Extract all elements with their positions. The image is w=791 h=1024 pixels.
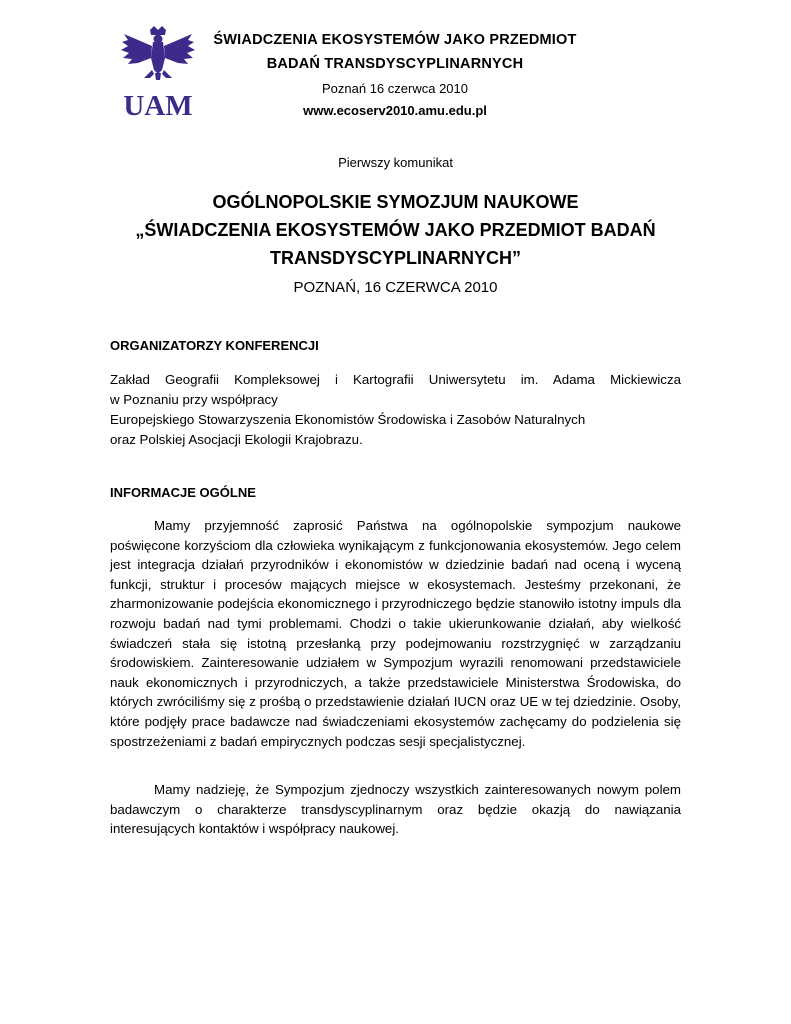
header-url-link[interactable]: www.ecoserv2010.amu.edu.pl <box>303 103 487 118</box>
main-title-line1: OGÓLNOPOLSKIE SYMOZJUM NAUKOWE <box>212 192 579 212</box>
announcement-label: Pierwszy komunikat <box>338 155 453 170</box>
organizer-line: Europejskiego Stowarzyszenia Ekonomistów Środowiska i Zasobów Naturalnych <box>110 412 586 427</box>
organizer-line: Zakład Geografii Kompleksowej i Kartografii Uniwersytetu im. Adama Mickiewicza <box>110 372 681 387</box>
header-date: Poznań 16 czerwca 2010 <box>322 81 468 96</box>
general-info-heading: INFORMACJE OGÓLNE <box>110 485 256 500</box>
organizer-line: oraz Polskiej Asocjacji Ekologii Krajobrazu. <box>110 432 363 447</box>
organizers-heading: ORGANIZATORZY KONFERENCJI <box>110 338 319 353</box>
main-title-line2: „ŚWIADCZENIA EKOSYSTEMÓW JAKO PRZEDMIOT BADAŃ <box>135 220 656 240</box>
document-header <box>0 0 791 130</box>
main-title-line3: TRANSDYSCYPLINARNYCH” <box>269 248 521 268</box>
organizers-block <box>110 370 681 450</box>
general-info-paragraph-2: Mamy nadzieję, że Sympozjum zjednoczy wszystkich zainteresowanych nowym polem badawczym o charakterze transdyscyplinarnym oraz będzie okazją do nawiązania interesujących kontaktów i współpracy naukowej. <box>110 782 681 837</box>
header-title-line1: ŚWIADCZENIA EKOSYSTEMÓW JAKO PRZEDMIOT <box>213 32 577 48</box>
organizer-line: w Poznaniu przy współpracy <box>110 392 278 407</box>
header-title-line2: BADAŃ TRANSDYSCYPLINARNYCH <box>266 56 524 72</box>
logo-text: UAM <box>123 90 193 118</box>
uam-logo <box>118 26 198 118</box>
general-info-paragraph-1: Mamy przyjemność zaprosić Państwa na ogólnopolskie sympozjum naukowe poświęcone korzyściom dla człowieka wynikającym z funkcjonowania ekosystemów. Jego celem jest integracja działań przyrodników i ekonomistów w dziedzinie badań nad oceną i wyceną funkcji, struktur i procesów mających miejsce w ekosystemach. Jesteśmy przekonani, że zharmonizowanie podejścia ekonomicznego i przyrodniczego będzie stanowiło istotny impuls dla rozwoju badań nad tymi problemami. Chodzi o takie ukierunkowanie działań, aby wielkość świadczeń stała się istotną przesłanką przy podejmowaniu rozstrzygnięć w zarządzaniu środowiskiem. Zainteresowanie udziałem w Sympozjum wyrazili renomowani przedstawiciele nauk ekonomicznych i przyrodniczych, a także przedstawiciele Ministerstwa Środowiska, do których zwróciliśmy się z prośbą o przedstawienie działań IUCN oraz UE w tej dziedzinie. Osoby, które podjęły prace badawcze nad świadczeniami ekosystemów zachęcamy do podzielenia się spostrzeżeniami z badań empirycznych podczas sesji specjalistycznej. <box>110 518 681 749</box>
subtitle-place-date: POZNAŃ, 16 CZERWCA 2010 <box>293 279 498 296</box>
